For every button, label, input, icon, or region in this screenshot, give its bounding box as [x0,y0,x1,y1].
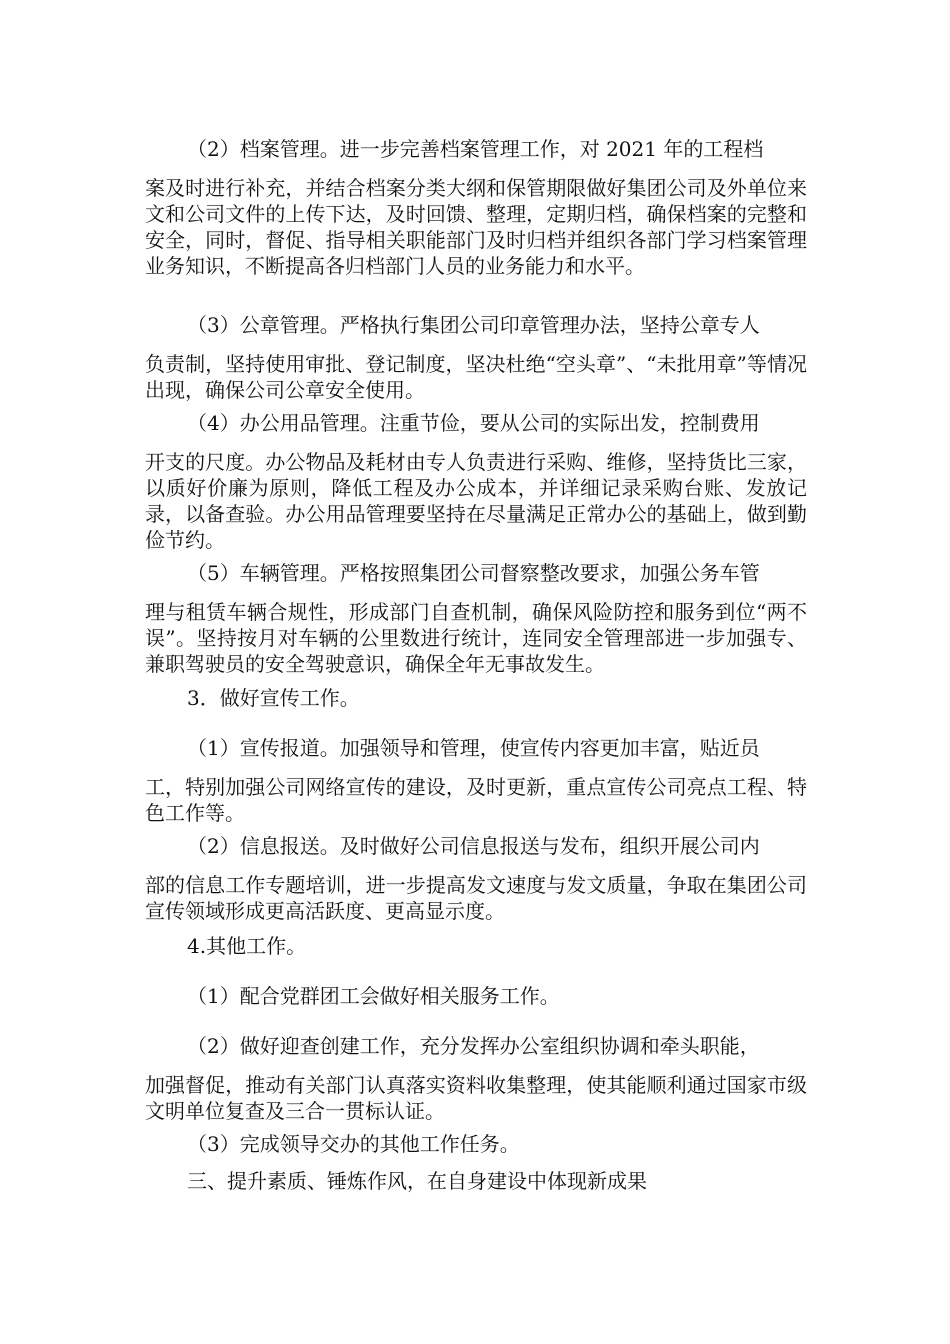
paragraph-inspection-creation [145,1033,807,1124]
paragraph-party-union-service: （1）配合党群团工会做好相关服务工作。 [187,984,560,1008]
paragraph-first-line: （1）宣传报道。加强领导和管理，使宣传内容更加丰富，贴近员 [187,736,760,760]
paragraph-first-line: （2）做好迎查创建工作，充分发挥办公室组织协调和牵头职能， [187,1034,760,1058]
paragraph-first-line: （4）办公用品管理。注重节俭，要从公司的实际出发，控制费用 [187,411,760,435]
section-heading-self-building: 三、提升素质、锤炼作风，在自身建设中体现新成果 [187,1169,647,1193]
section-heading-publicity: 3．做好宣传工作。 [187,686,360,710]
paragraph-body: 部的信息工作专题培训，进一步提高发文速度与发文质量，争取在集团公司宣传领域形成更高活跃度、更高显示度。 [145,873,807,923]
paragraph-publicity-report [145,735,807,826]
paragraph-archive-management [145,136,807,279]
paragraph-leader-tasks: （3）完成领导交办的其他工作任务。 [187,1132,520,1156]
paragraph-vehicle-management [145,560,807,677]
paragraph-body: 工，特别加强公司网络宣传的建设，及时更新，重点宣传公司亮点工程、特色工作等。 [145,775,807,825]
paragraph-body: 理与租赁车辆合规性，形成部门自查机制，确保风险防控和服务到位“两不误”。坚持按月对车辆的公里数进行统计，连同安全管理部进一步加强专、兼职驾驶员的安全驾驶意识，确保全年无事故发生。 [145,600,807,676]
paragraph-first-line: （2）档案管理。进一步完善档案管理工作，对 2021 年的工程档 [187,137,764,161]
paragraph-body: 案及时进行补充，并结合档案分类大纲和保管期限做好集团公司及外单位来文和公司文件的上传下达，及时回馈、整理，定期归档，确保档案的完整和安全，同时，督促、指导相关职能部门及时归档并组织各部门学习档案管理业务知识，不断提高各归档部门人员的业务能力和水平。 [145,176,807,278]
paragraph-office-supplies [145,410,807,553]
paragraph-first-line: （2）信息报送。及时做好公司信息报送与发布，组织开展公司内 [187,834,760,858]
paragraph-first-line: （3）公章管理。严格执行集团公司印章管理办法，坚持公章专人 [187,313,760,337]
paragraph-body: 负责制，坚持使用审批、登记制度，坚决杜绝“空头章”、“未批用章”等情况出现，确保公司公章安全使用。 [145,352,807,402]
paragraph-body: 加强督促，推动有关部门认真落实资料收集整理，使其能顺利通过国家市级文明单位复查及三合一贯标认证。 [145,1073,807,1123]
section-heading-other-work: 4.其他工作。 [187,934,307,958]
paragraph-seal-management [145,312,807,403]
paragraph-information-submission [145,833,807,924]
paragraph-body: 开支的尺度。办公物品及耗材由专人负责进行采购、维修，坚持货比三家，以质好价廉为原则，降低工程及办公成本，并详细记录采购台账、发放记录，以备查验。办公用品管理要坚持在尽量满足正常办公的基础上，做到勤俭节约。 [145,450,807,552]
paragraph-first-line: （5）车辆管理。严格按照集团公司督察整改要求，加强公务车管 [187,561,760,585]
